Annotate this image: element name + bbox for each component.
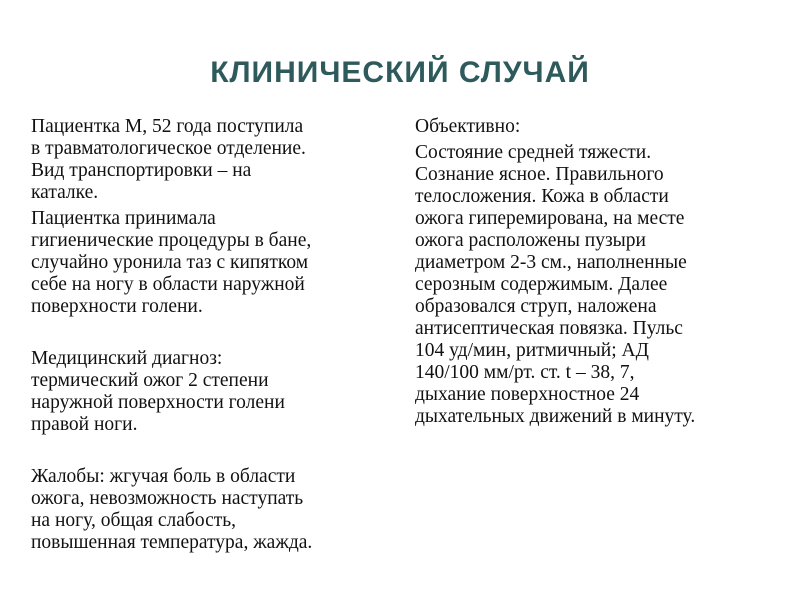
diagnosis-paragraph: Медицинский диагноз: термический ожог 2 степени наружной поверхности голени правой ноги.	[31, 348, 285, 435]
admission-paragraph: Пациентка М, 52 года поступила в травматологическое отделение. Вид транспортировки – на каталке.	[31, 116, 306, 203]
objective-paragraph: Состояние средней тяжести. Сознание ясное. Правильного телосложения. Кожа в области ожога гиперемирована, на месте ожога расположены пузыри диаметром 2-3 см., наполненные серозным содержимым. Далее образовался струп, наложена антисептическая повязка. Пульс 104 уд/мин, ритмичный; АД 140/100 мм/рт. ст. t – 38, 7, дыхание поверхностное 24 дыхательных движений в минуту.	[415, 142, 696, 427]
history-paragraph: Пациентка принимала гигиенические процедуры в бане, случайно уронила таз с кипятком себе на ногу в области наружной поверхности голени.	[31, 208, 312, 317]
complaints-paragraph: Жалобы: жгучая боль в области ожога, невозможность наступать на ногу, общая слабость, повышенная температура, жажда.	[31, 466, 313, 553]
slide-title: КЛИНИЧЕСКИЙ СЛУЧАЙ	[210, 56, 590, 89]
right-column	[415, 116, 780, 428]
left-column	[31, 116, 399, 554]
objective-heading: Объективно:	[415, 116, 521, 137]
